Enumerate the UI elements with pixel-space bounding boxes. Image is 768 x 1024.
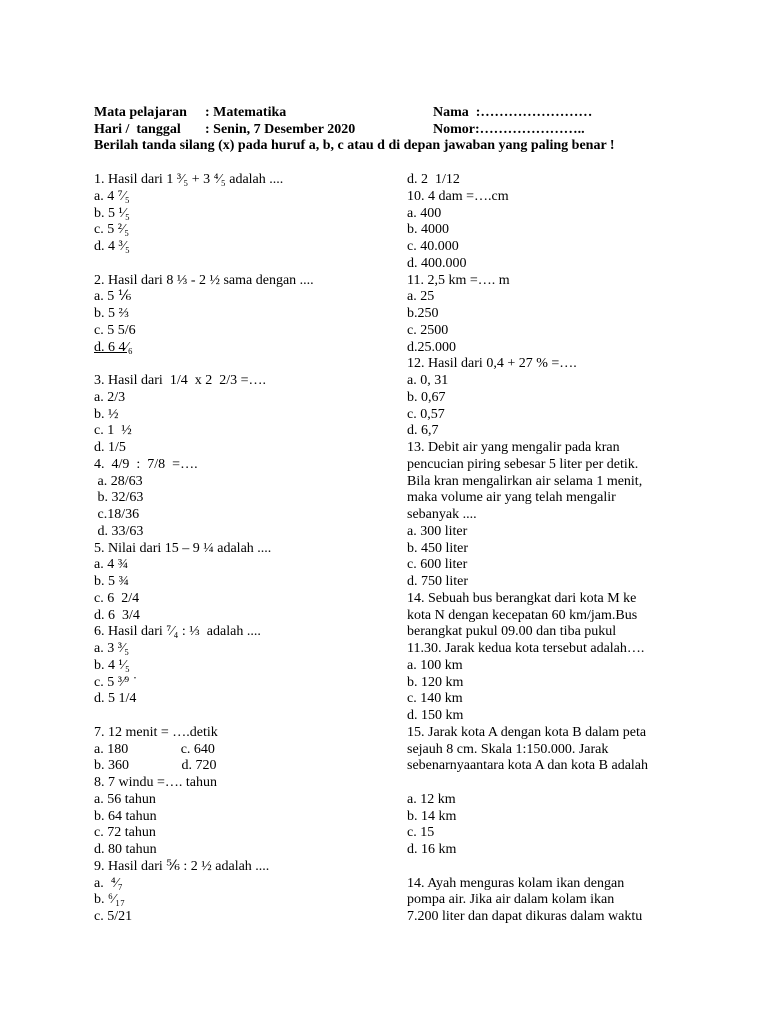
question-line: c.18/36	[94, 507, 140, 522]
blank-line	[94, 256, 394, 273]
question-line: 1. Hasil dari 1 ³⁄₅ + 3 ⁴⁄₅ adalah ....	[94, 172, 284, 187]
question-line: c. 40.000	[407, 239, 459, 254]
question-line: c. 0,57	[407, 406, 445, 422]
question-line: d. 400.000	[407, 255, 467, 271]
question-line: d. 5 1/4	[94, 691, 137, 707]
question-line: sebenarnyaantara kota A dan kota B adalah	[407, 758, 649, 774]
question-line: 11. 2,5 km =…. m	[407, 272, 510, 288]
question-line: b. 32/63	[94, 490, 144, 506]
question-line: 6. Hasil dari ⁷⁄₄ : ⅓ adalah ....	[94, 624, 261, 640]
question-line: 15. Jarak kota A dengan kota B dalam peta	[407, 724, 647, 740]
question-line: c. 2500	[407, 322, 449, 338]
question-line: d. 6,7	[407, 423, 439, 439]
question-line: a. 28/63	[94, 473, 143, 489]
right-question-column	[407, 172, 697, 926]
blank-line	[407, 775, 697, 792]
question-line: 8. 7 windu =…. tahun	[94, 775, 217, 790]
question-line: b. ½	[94, 406, 119, 422]
day-date-label: Hari / tanggal	[94, 122, 181, 137]
question-line: b. 64 tahun	[94, 808, 157, 824]
question-line: b. 4 ¹⁄₅	[94, 657, 130, 673]
question-line: a. 12 km	[407, 791, 456, 807]
question-line: sejauh 8 cm. Skala 1:150.000. Jarak	[407, 741, 609, 757]
question-line: a. 100 km	[407, 657, 463, 673]
question-line: a. 300 liter	[407, 523, 468, 539]
question-line: b. 5 ¹⁄₅	[94, 205, 130, 221]
subject-value: : Matematika	[205, 105, 287, 120]
question-line: Bila kran mengalirkan air selama 1 menit,	[407, 473, 643, 489]
question-line: 7.200 liter dan dapat dikuras dalam waktu	[407, 909, 643, 924]
question-line: d. 4 ³⁄₅	[94, 239, 130, 254]
question-line: c. 5 5/6	[94, 322, 136, 338]
question-line: b. 5 ⅔	[94, 306, 129, 321]
question-line: b. 14 km	[407, 808, 457, 824]
question-line: b. 4000	[407, 222, 449, 238]
question-line: d.25.000	[407, 339, 456, 355]
question-line: c. 72 tahun	[94, 825, 156, 841]
question-line: 9. Hasil dari ⅚ : 2 ½ adalah ....	[94, 858, 270, 874]
name-field-label: Nama :……………………	[433, 105, 593, 120]
question-line: b. 0,67	[407, 389, 446, 405]
blank-line	[407, 859, 697, 876]
question-line: a. 4 ¾	[94, 557, 129, 573]
day-date-value: : Senin, 7 Desember 2020	[205, 122, 356, 137]
question-line: berangkat pukul 09.00 dan tiba pukul	[407, 624, 617, 640]
question-line: 5. Nilai dari 15 – 9 ¼ adalah ....	[94, 540, 272, 556]
question-line: d. 33/63	[94, 523, 144, 539]
question-line: c. 6 2/4	[94, 590, 140, 606]
question-line: d. 16 km	[407, 842, 457, 857]
question-line: 14. Sebuah bus berangkat dari kota M ke	[407, 590, 637, 606]
question-line: a. 25	[407, 289, 435, 305]
blank-line	[94, 708, 394, 725]
question-line: 14. Ayah menguras kolam ikan dengan	[407, 875, 625, 891]
question-line: a. ⁴⁄₇	[94, 875, 123, 891]
question-line: 4. 4/9 : 7/8 =….	[94, 456, 198, 472]
question-line: a. 4 ⁷⁄₅	[94, 188, 130, 204]
question-line: 13. Debit air yang mengalir pada kran	[407, 440, 620, 455]
question-line: kota N dengan kecepatan 60 km/jam.Bus	[407, 607, 638, 623]
question-line: c. 5 ³⁄⁹ ˙	[94, 674, 138, 690]
question-line: d. 1/5	[94, 440, 126, 455]
question-line: a. 56 tahun	[94, 791, 156, 807]
question-line: b. ⁶⁄₁₇	[94, 892, 125, 908]
question-line: d. 80 tahun	[94, 842, 157, 857]
question-line: c. 15	[407, 825, 435, 841]
question-line: b. 450 liter	[407, 540, 469, 556]
question-line: a. 180 c. 640	[94, 741, 215, 757]
question-line: c. 1 ½	[94, 423, 132, 439]
question-line: d. 2 1/12	[407, 172, 460, 187]
question-line: pompa air. Jika air dalam kolam ikan	[407, 892, 615, 908]
question-line: 12. Hasil dari 0,4 + 27 % =….	[407, 356, 577, 372]
question-line: a. 0, 31	[407, 373, 449, 388]
instruction-text: Berilah tanda silang (x) pada huruf a, b, c atau d di depan jawaban yang paling benar !	[94, 138, 615, 153]
question-line: 2. Hasil dari 8 ⅓ - 2 ½ sama dengan ....	[94, 272, 314, 288]
question-line: 10. 4 dam =….cm	[407, 188, 509, 204]
question-line: d. 750 liter	[407, 574, 469, 589]
question-line: c. 600 liter	[407, 557, 468, 573]
question-line: 7. 12 menit = ….detik	[94, 724, 218, 740]
question-line: a. 3 ³⁄₅	[94, 641, 130, 656]
question-line: a. 400	[407, 205, 442, 221]
number-field-label: Nomor:…………………..	[433, 122, 585, 137]
question-line: c. 5 ²⁄₅	[94, 222, 130, 238]
question-line: 11.30. Jarak kedua kota tersebut adalah….	[407, 641, 645, 656]
left-question-column	[94, 172, 394, 926]
question-line: d. 6 4⁄₆	[94, 339, 133, 355]
question-line: 3. Hasil dari 1/4 x 2 2/3 =….	[94, 373, 266, 388]
question-line: b. 5 ¾	[94, 574, 129, 589]
question-line: d. 150 km	[407, 708, 464, 723]
question-line: c. 140 km	[407, 691, 463, 707]
question-line: maka volume air yang telah mengalir	[407, 490, 616, 506]
question-line: d. 6 3/4	[94, 607, 140, 623]
question-line: a. 2/3	[94, 389, 126, 405]
question-line: b. 120 km	[407, 674, 464, 690]
question-line: c. 5/21	[94, 909, 133, 924]
blank-line	[94, 356, 394, 373]
question-line: pencucian piring sebesar 5 liter per detik.	[407, 456, 639, 472]
subject-label: Mata pelajaran	[94, 105, 187, 120]
question-line: sebanyak ....	[407, 507, 477, 522]
question-line: b. 360 d. 720	[94, 758, 217, 774]
question-line: a. 5 ⅙	[94, 289, 132, 305]
question-line: b.250	[407, 306, 439, 321]
